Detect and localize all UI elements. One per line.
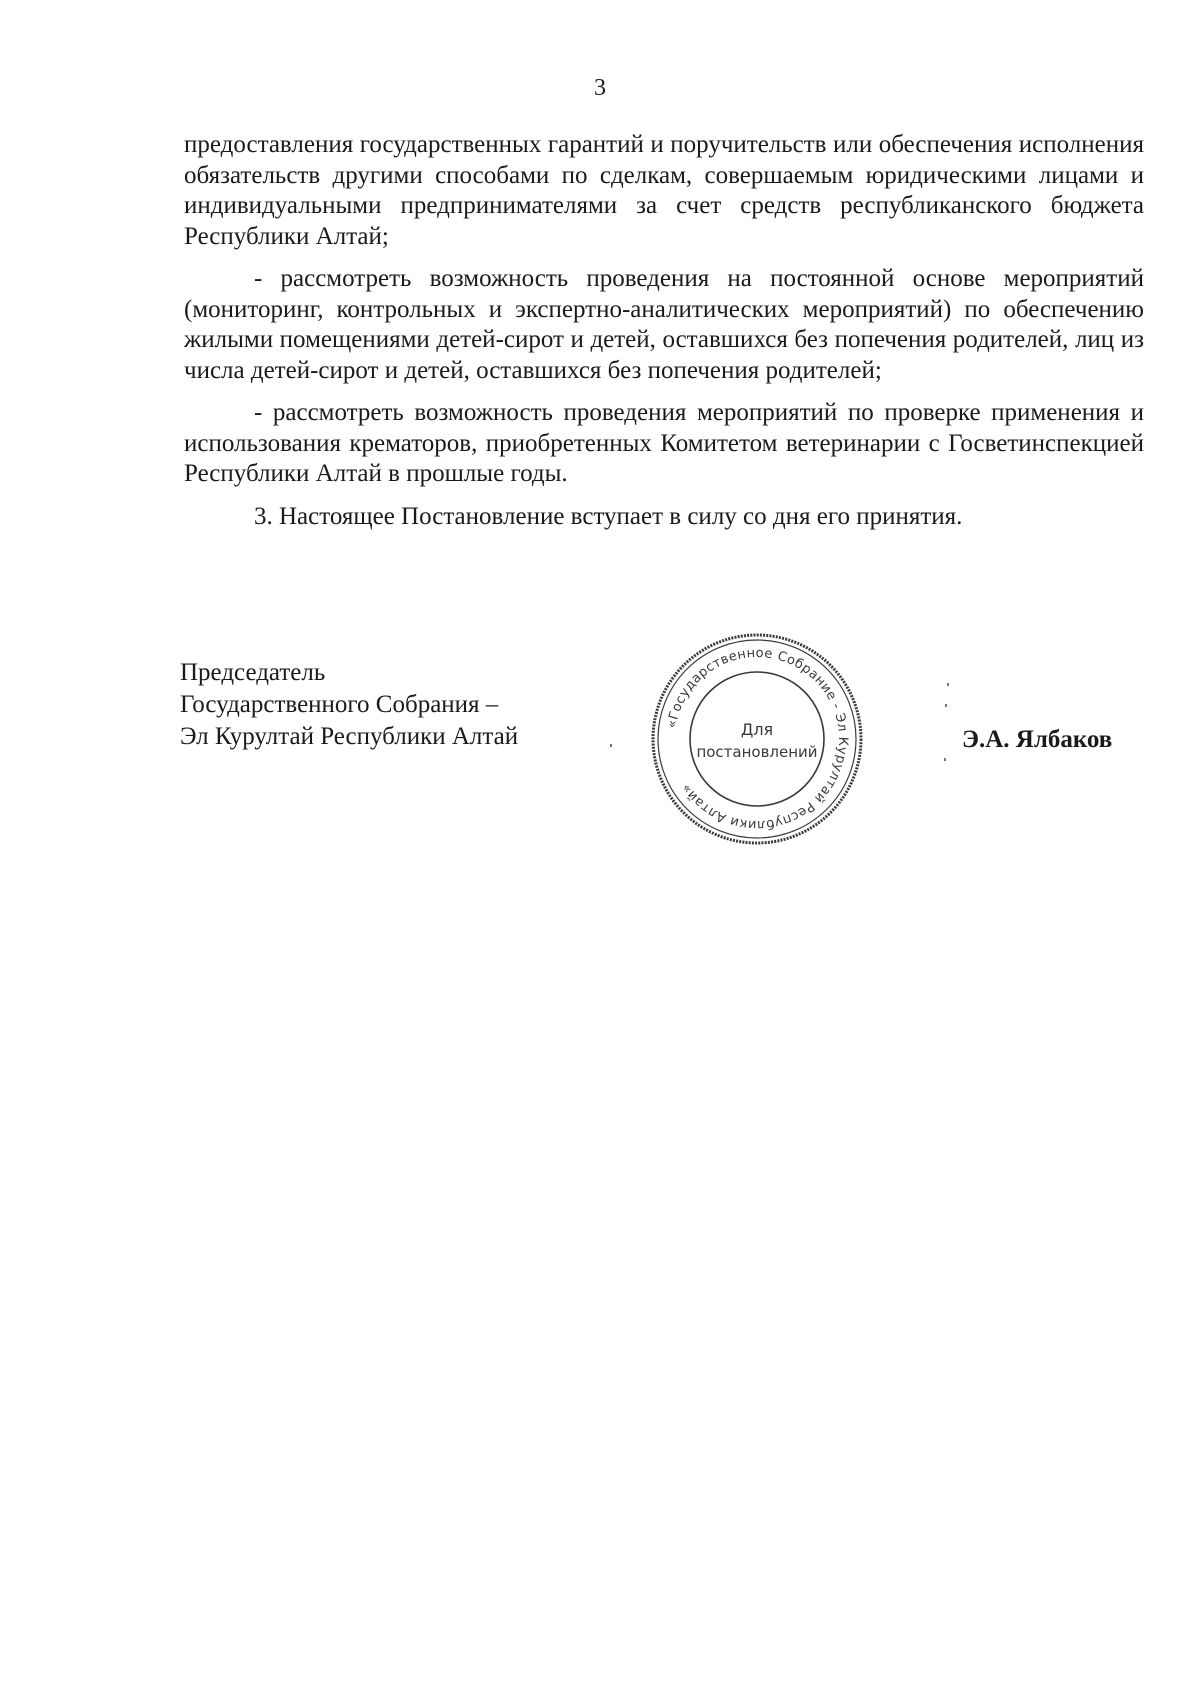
paragraph-crematoria-inspection: - рассмотреть возможность проведения мероприятий по проверке применения и использования крематоров, приобретенных Комитетом ветеринарии с Госветинспекцией Республики Алтай в прошлые годы. [184, 399, 1144, 487]
scan-speck [610, 744, 612, 747]
document-body [184, 130, 1144, 532]
scan-speck [947, 683, 949, 686]
signatory-title-line: Председатель [180, 659, 326, 686]
svg-text:«Государственное Собрание - Эл: «Государственное Собрание - Эл Курултай Республики Алтай» [664, 645, 851, 833]
signatory-title [180, 657, 518, 753]
page-number: 3 [594, 75, 606, 101]
svg-text:Для: Для [740, 720, 774, 739]
official-seal-stamp [643, 625, 871, 853]
scan-speck [944, 758, 946, 761]
paragraph-guarantees: предоставления государственных гарантий и поручительств или обеспечения исполнения обязательств другими способами по сделкам, совершаемым юридическими лицами и индивидуальными предпринимателями за счет средств республиканского бюджета Республики Алтай; [184, 131, 1144, 250]
paragraph-monitoring-orphans-housing: - рассмотреть возможность проведения на постоянной основе мероприятий (мониторинг, контрольных и экспертно-аналитических мероприятий) по обеспечению жилыми помещениями детей-сирот и детей, оставшихся без попечения родителей, лиц из числа детей-сирот и детей, оставшихся без попечения родителей; [184, 265, 1144, 384]
signatory-name: Э.А. Ялбаков [962, 726, 1113, 753]
svg-text:постановлений: постановлений [696, 743, 818, 761]
signatory-title-line: Государственного Собрания – [180, 691, 499, 718]
scan-speck [945, 704, 947, 707]
paragraph-entry-into-force: 3. Настоящее Постановление вступает в силу со дня его принятия. [254, 502, 963, 530]
signatory-title-line: Эл Курултай Республики Алтай [180, 723, 519, 750]
